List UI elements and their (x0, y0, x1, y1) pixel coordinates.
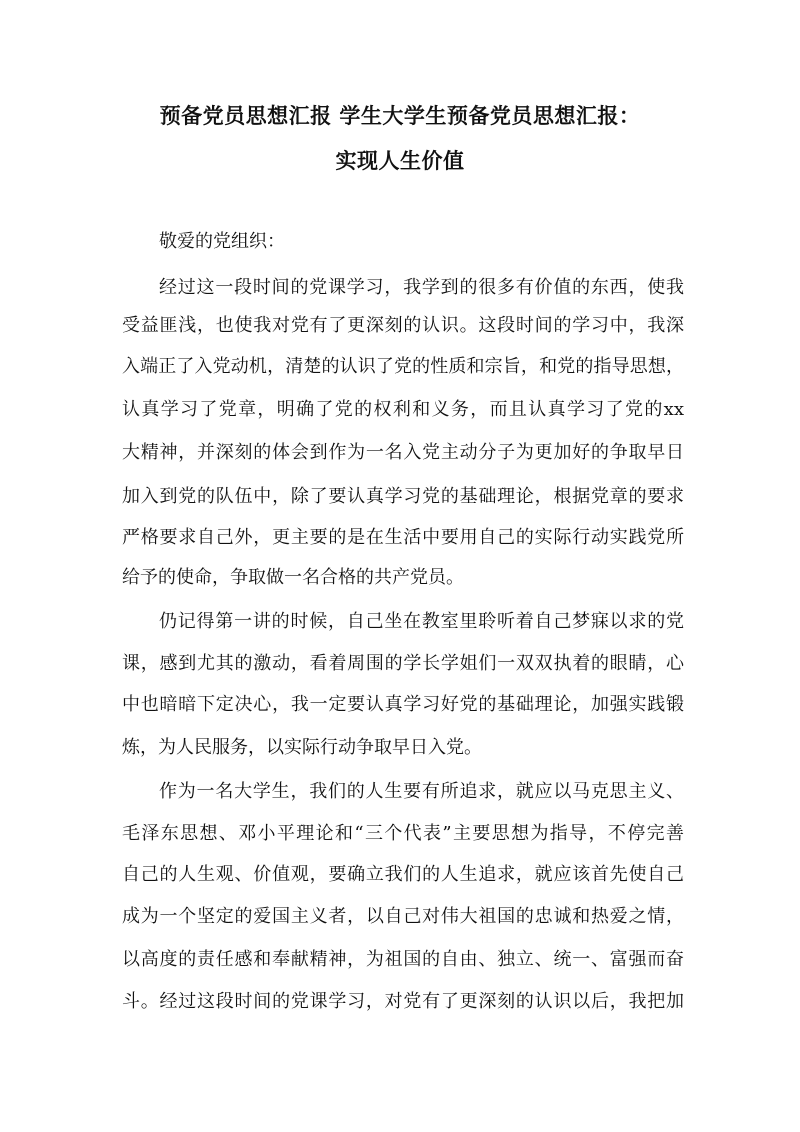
document-title-line-1: 预备党员思想汇报 学生大学生预备党员思想汇报： (159, 103, 641, 128)
body-line: 给予的使命，争取做一名合格的共产党员。 (122, 567, 464, 588)
body-line: 以高度的责任感和奉献精神，为祖国的自由、独立、统一、富强而奋 (122, 949, 684, 970)
body-line: 课，感到尤其的激动，看着周围的学长学姐们一双双执着的眼睛，心 (122, 653, 684, 674)
document-title-line-2: 实现人生价值 (335, 148, 465, 173)
body-line: 中也暗暗下定决心，我一定要认真学习好党的基础理论，加强实践锻 (122, 694, 684, 715)
body-line: 作为一名大学生，我们的人生要有所追求，就应以马克思主义、 (159, 781, 684, 802)
body-line: 毛泽东思想、邓小平理论和“三个代表”主要思想为指导，不停完善 (122, 823, 684, 844)
body-line: 自己的人生观、价值观，要确立我们的人生追求，就应该首先使自己 (122, 864, 684, 885)
body-line: 认真学习了党章，明确了党的权利和义务，而且认真学习了党的xx (122, 399, 684, 420)
body-line: 经过这一段时间的党课学习，我学到的很多有价值的东西，使我 (159, 277, 684, 298)
body-line: 成为一个坚定的爱国主义者，以自己对伟大祖国的忠诚和热爱之情， (122, 906, 684, 927)
body-line: 仍记得第一讲的时候，自己坐在教室里聆听着自己梦寐以求的党 (159, 611, 684, 632)
salutation: 敬爱的党组织： (159, 231, 285, 252)
body-line: 加入到党的队伍中，除了要认真学习党的基础理论，根据党章的要求 (122, 486, 684, 507)
body-line: 严格要求自己外，更主要的是在生活中要用自己的实际行动实践党所 (122, 527, 684, 548)
body-line: 斗。经过这段时间的党课学习，对党有了更深刻的认识以后，我把加 (122, 991, 684, 1012)
body-line: 入端正了入党动机，清楚的认识了党的性质和宗旨，和党的指导思想， (122, 356, 684, 377)
body-line: 大精神，并深刻的体会到作为一名入党主动分子为更加好的争取早日 (122, 442, 684, 463)
body-line: 炼，为人民服务，以实际行动争取早日入党。 (122, 737, 482, 758)
body-line: 受益匪浅，也使我对党有了更深刻的认识。这段时间的学习中，我深 (122, 315, 684, 336)
